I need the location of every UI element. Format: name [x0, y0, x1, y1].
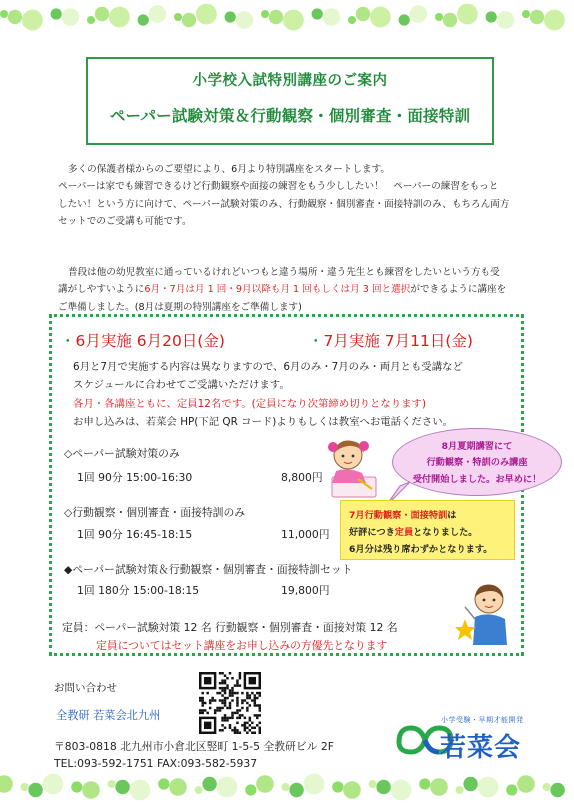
boy-crafting-illustration [455, 577, 515, 649]
decorative-dot [343, 781, 361, 799]
course-detail: 1回 180分 15:00-18:15 [77, 584, 200, 597]
decorative-dot [289, 783, 303, 797]
decorative-dot [323, 8, 341, 26]
notice-highlight: 7月行動観察・面接特訓 [349, 510, 448, 521]
decorative-dot [21, 783, 29, 791]
decorative-dot [28, 783, 42, 797]
course-price: 19,800円 [281, 584, 330, 597]
notice-line [349, 524, 506, 541]
decorative-dot [544, 10, 565, 31]
notice-text: は [447, 510, 457, 521]
decorative-dot [196, 4, 217, 25]
decorative-dot [399, 14, 410, 25]
decorative-dot [245, 784, 256, 795]
intro-line: 多くの保護者様からのご要望により、6月より特別講座をスタートします。 [68, 164, 390, 175]
intro-line: 普段は他の幼児教室に通っているけれどいつもと違う場所・違う先生とも練習をしたいという方も受 [68, 267, 500, 278]
decorative-dot [22, 10, 43, 31]
contact-label: お問い合わせ [54, 682, 117, 694]
page-subtitle: ペーパー試験対策＆行動観察・個別審査・面接特訓 [109, 107, 471, 125]
logo-tagline: 小学受験・早期才能開発 [441, 716, 524, 724]
decorative-dot [169, 778, 187, 796]
contact-name: 全教研 若菜会北九州 [56, 709, 161, 722]
decorative-dot [517, 775, 535, 793]
decorative-dot [430, 778, 448, 796]
decorative-dot [530, 10, 544, 24]
decorative-dot [283, 10, 304, 31]
decorative-dot [95, 7, 109, 21]
decorative-dot [149, 5, 167, 23]
decorative-dot [463, 777, 477, 791]
info-line: スケジュールに合わせてご受講いただけます。 [73, 379, 290, 392]
girl-writing-illustration [318, 433, 390, 501]
intro-line: セットでのご受講も可能です。 [58, 216, 192, 228]
decorative-dot [8, 10, 22, 24]
notice-text: となりました。 [413, 527, 478, 538]
decorative-dot [87, 16, 95, 24]
intro-highlight: 6月・7月は月 1 回・9月以降も月 1 回もしくは月 3 回と選択 [144, 284, 411, 296]
notice-highlight: 定員 [394, 527, 414, 538]
decorative-dot [348, 16, 356, 24]
decorative-dot [543, 783, 551, 791]
decorative-dot [269, 10, 283, 24]
decorative-dot [376, 780, 390, 794]
decorative-dot [522, 10, 530, 18]
decorative-dot [282, 783, 290, 791]
course-price: 11,000円 [281, 528, 330, 541]
decorative-dot [486, 11, 497, 22]
info-line-capacity: 各月・各講座ともに、定員12名です。(定員になり次第締め切りとなります) [73, 397, 426, 410]
decorative-dot [550, 783, 564, 797]
dot-border-bottom [0, 772, 574, 802]
decorative-dot [182, 13, 196, 27]
decorative-dot [456, 786, 464, 794]
phone-fax: TEL:093-592-1751 FAX:093-582-5937 [54, 757, 258, 770]
course-detail: 1回 90分 16:45-18:15 [77, 528, 193, 541]
decorative-dot [62, 8, 80, 26]
decorative-dot [332, 781, 343, 792]
decorative-dot [195, 786, 203, 794]
bullet: ・ [308, 332, 324, 350]
intro-paragraph-2 [58, 264, 528, 316]
decorative-dot [457, 4, 478, 25]
bullet: ・ [60, 332, 76, 350]
decorative-dot [108, 780, 116, 788]
info-block [73, 358, 463, 431]
notice-text: 好評につき [349, 527, 395, 538]
intro-text: ができるように講座を [410, 284, 507, 296]
decorative-dot [236, 11, 254, 29]
page-title: 小学校入試特別講座のご案内 [192, 73, 388, 89]
decorative-dot [312, 8, 323, 19]
logo-text: 若菜会 [440, 733, 522, 763]
decorative-dot [410, 5, 428, 23]
schedule-june-text: 6月実施 6月20日(金) [75, 332, 225, 350]
info-line-apply: お申し込みは、若菜会 HP(下記 QR コード)よりもしくは教室へお電話ください。 [73, 415, 453, 428]
course-name: ◇ペーパー試験対策のみ [64, 447, 180, 460]
decorative-dot [391, 780, 412, 801]
course-price: 8,800円 [281, 471, 323, 484]
schedule-july-text: 7月実施 7月11日(金) [323, 332, 473, 350]
full-capacity-notice [340, 500, 515, 560]
decorative-dot [109, 7, 130, 28]
dot-border-top [0, 2, 574, 32]
course-name: ◇行動観察・個別審査・面接特訓のみ [64, 506, 246, 519]
decorative-dot [158, 778, 169, 789]
decorative-dot [506, 784, 517, 795]
decorative-dot [82, 781, 100, 799]
decorative-dot [478, 777, 499, 798]
notice-line: 6月分は残り席わずかとなります。 [349, 544, 493, 555]
decorative-dot [304, 774, 325, 795]
notice-line [349, 507, 506, 524]
intro-line [58, 281, 528, 298]
decorative-dot [43, 774, 64, 795]
decorative-dot [356, 7, 370, 21]
info-line: 6月と7月で実施する内容は異なりますので、6月のみ・7月のみ・両月とも受講など [73, 361, 463, 373]
summer-course-bubble [392, 428, 562, 496]
decorative-dot [51, 8, 62, 19]
decorative-dot [138, 14, 149, 25]
decorative-dot [497, 11, 515, 29]
decorative-dot [419, 778, 430, 789]
decorative-dot [370, 7, 391, 28]
decorative-dot [261, 10, 269, 18]
intro-paragraph-1 [58, 161, 528, 231]
schedule-june [60, 329, 225, 351]
capacity-priority: 定員についてはセット講座をお申し込みの方優先となります [96, 639, 388, 652]
decorative-dot [369, 780, 377, 788]
bubble-line: 行動観察・特訓のみ講座 [426, 457, 528, 469]
schedule-july [308, 329, 473, 351]
decorative-dot [174, 13, 182, 21]
bubble-line: 8月夏期講習にて [441, 441, 513, 452]
decorative-dot [0, 775, 13, 793]
intro-line: ご準備しました。(8月は夏期の特別講座をご準備します) [58, 301, 302, 313]
decorative-dot [71, 781, 82, 792]
intro-line: したい！という方に向けて、ペーパー試験対策のみ、行動観察・個別審査・面接特訓のみ、もちろん両方 [58, 198, 510, 210]
decorative-dot [443, 13, 457, 27]
decorative-dot [256, 775, 274, 793]
capacity-line: 定員：ペーパー試験対策 12 名 行動観察・個別審査・面接対策 12 名 [62, 621, 398, 634]
title-box [86, 57, 494, 145]
address: 〒803-0818 北九州市小倉北区竪町 1-5-5 全教研ビル 2F [54, 740, 334, 753]
bubble-line: 受付開始しました。お早めに！ [412, 473, 542, 485]
decorative-dot [115, 780, 129, 794]
course-detail: 1回 90分 15:00-16:30 [77, 471, 193, 484]
decorative-dot [0, 10, 8, 18]
decorative-dot [217, 777, 238, 798]
decorative-dot [202, 777, 216, 791]
intro-text: 講がしやすいように [58, 284, 145, 296]
intro-line: ペーパーは家でも練習できるけど行動観察や面接の練習をもう少ししたい！ ペーパーの練習をもっと [58, 181, 499, 193]
decorative-dot [130, 780, 151, 801]
decorative-dot [435, 13, 443, 21]
qr-code[interactable] [199, 672, 261, 734]
course-name: ◆ペーパー試験対策＆行動観察・個別審査・面接特訓セット [64, 563, 353, 576]
decorative-dot [225, 11, 236, 22]
